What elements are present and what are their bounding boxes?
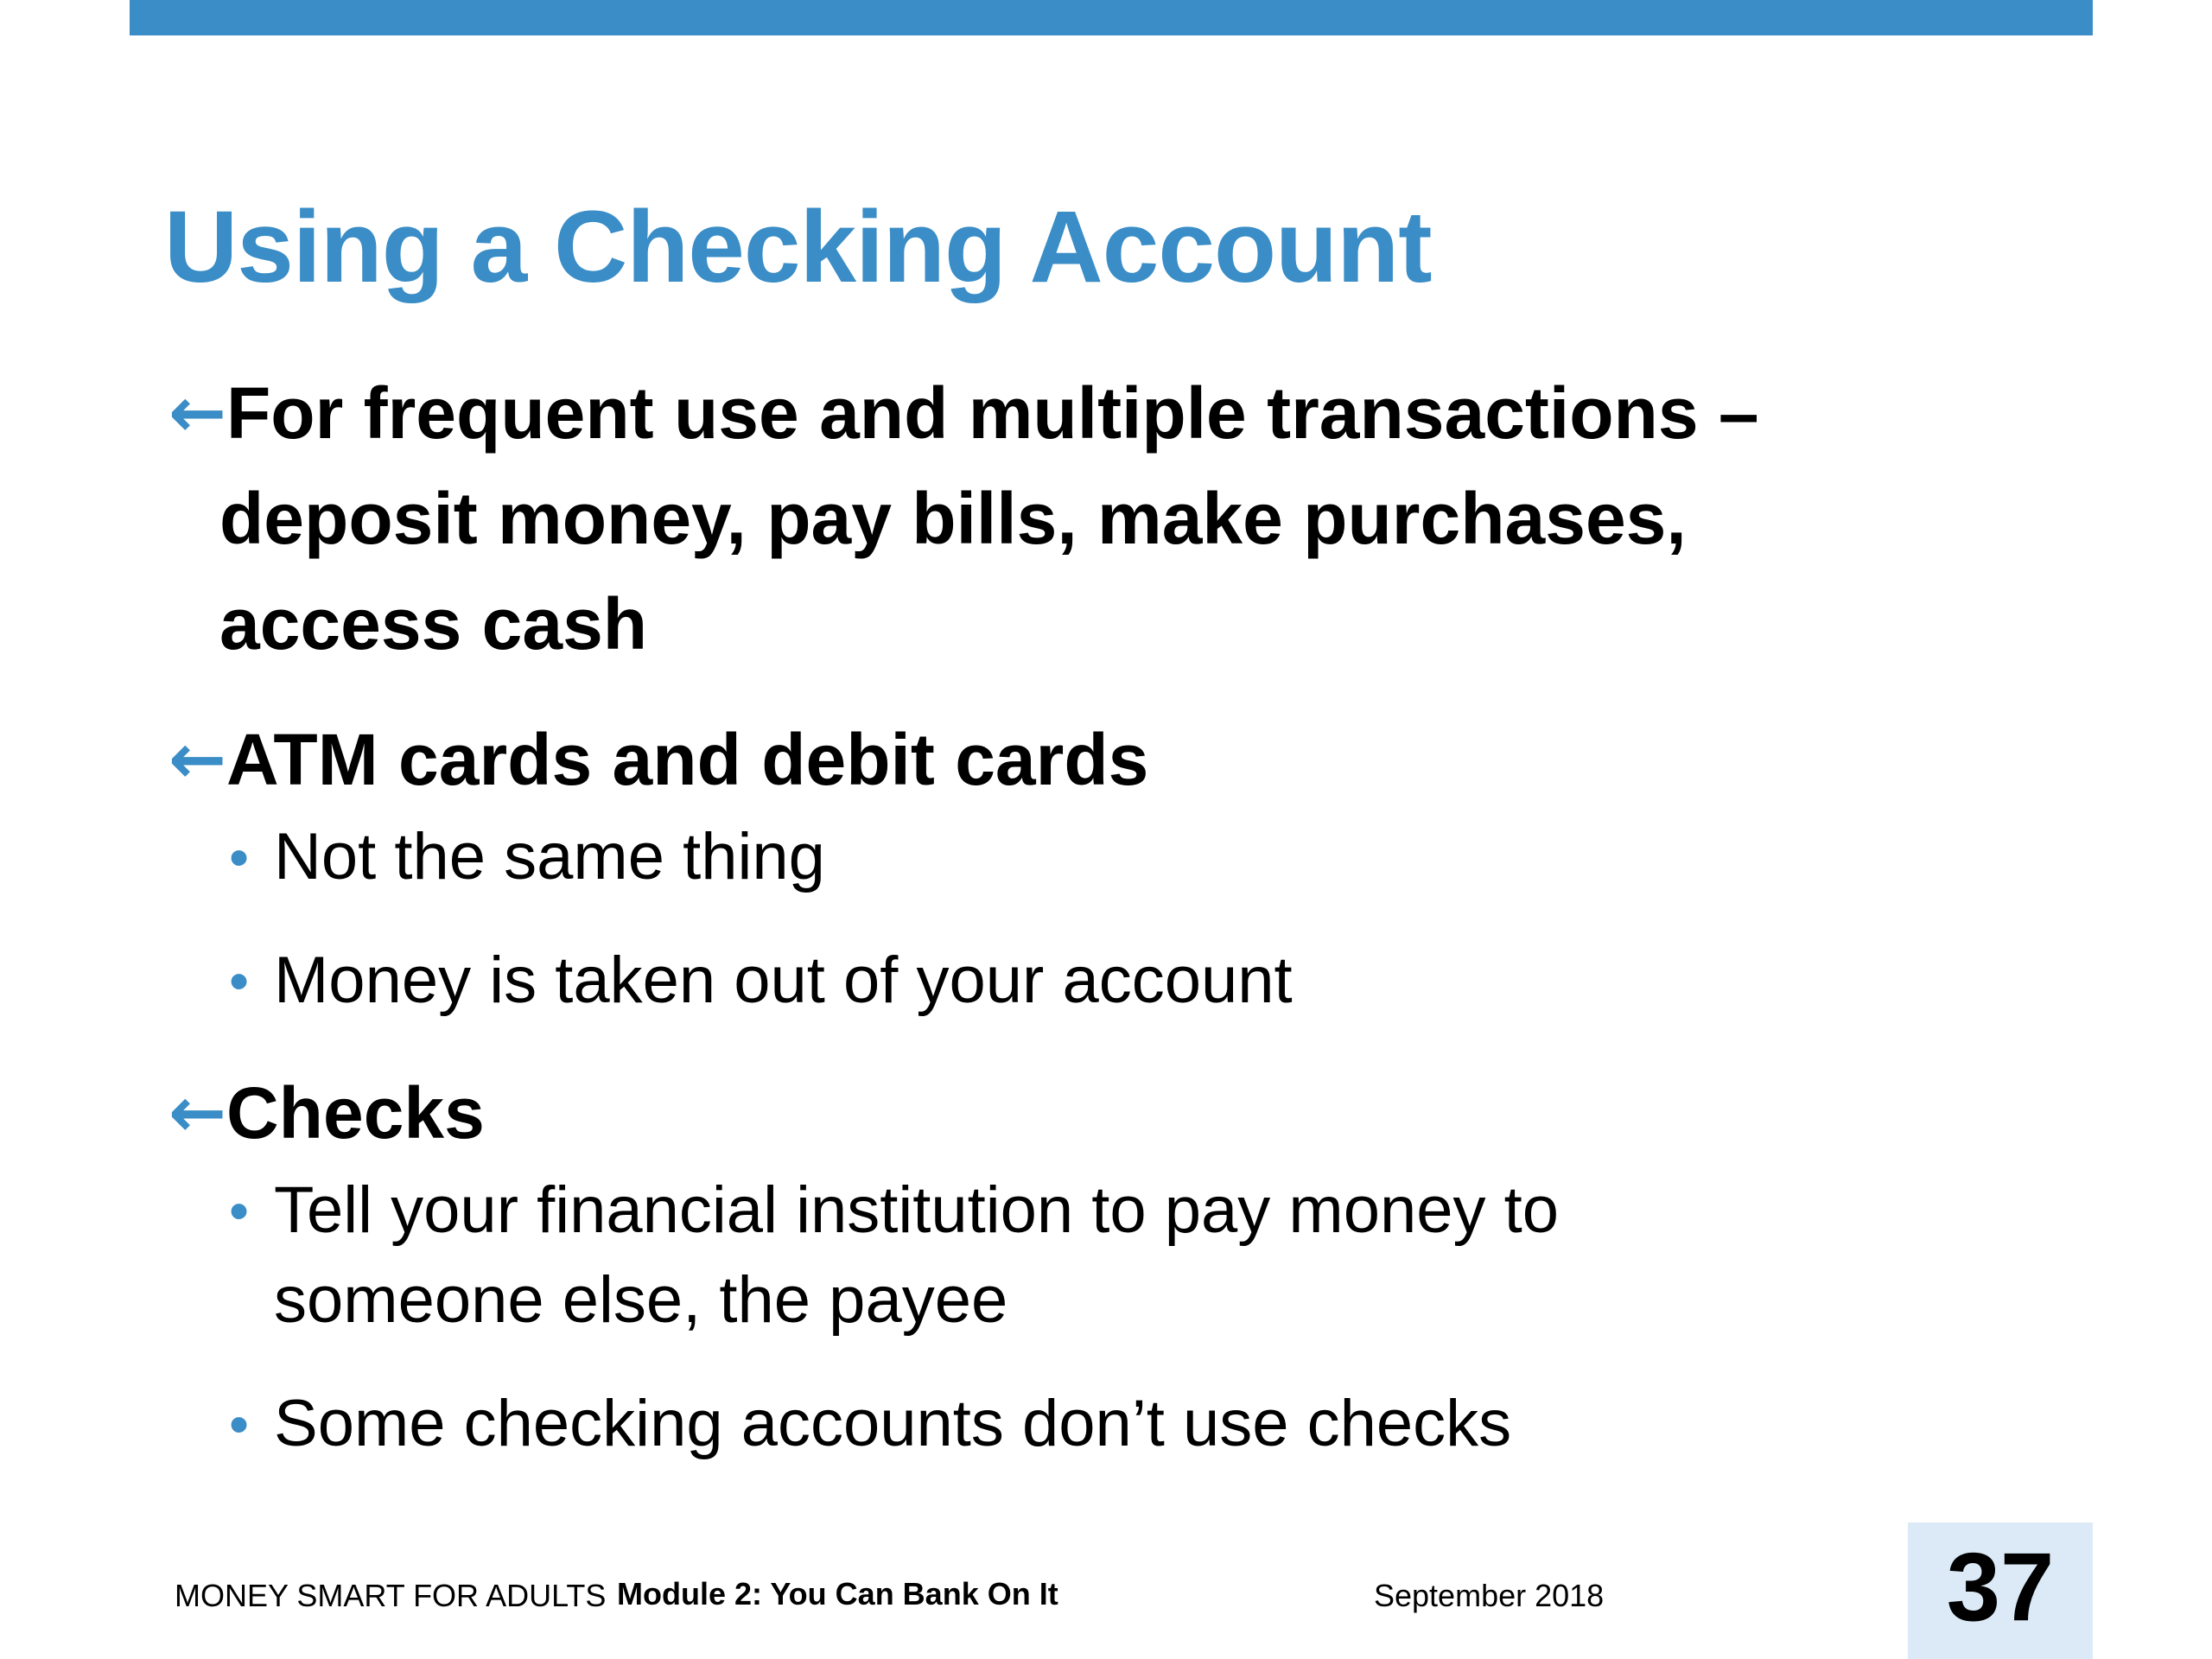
section-line: Checks bbox=[226, 1072, 485, 1154]
sub-bullet-line: Some checking accounts don’t use checks bbox=[274, 1387, 1512, 1460]
sub-bullet-item bbox=[229, 812, 1957, 902]
sub-bullet-line: Money is taken out of your account bbox=[274, 944, 1293, 1017]
section-text bbox=[168, 360, 1983, 677]
section-line: ATM cards and debit cards bbox=[226, 719, 1149, 800]
sub-bullet-text bbox=[229, 812, 1957, 902]
arrow-left-icon: ← bbox=[168, 719, 227, 799]
bullet-dot-icon: • bbox=[229, 1179, 250, 1243]
sub-bullet-item bbox=[229, 1379, 1957, 1469]
section-item-usage bbox=[168, 360, 1983, 677]
sub-bullet-line: Tell your financial institution to pay money to bbox=[274, 1173, 1560, 1247]
arrow-left-icon: ← bbox=[168, 372, 227, 453]
sub-bullet-line: someone else, the payee bbox=[274, 1263, 1008, 1337]
top-accent-bar bbox=[130, 0, 2093, 35]
bullet-dot-icon: • bbox=[229, 949, 250, 1013]
section-text bbox=[168, 1060, 1983, 1166]
bullet-dot-icon: • bbox=[229, 1392, 250, 1456]
sub-bullet-text bbox=[229, 1379, 1957, 1469]
arrow-left-icon: ← bbox=[168, 1072, 227, 1153]
sub-bullet-text bbox=[229, 1166, 1957, 1345]
sub-bullet-text bbox=[229, 936, 1957, 1026]
footer-program: MONEY SMART FOR ADULTS bbox=[175, 1578, 607, 1613]
section-item-checks bbox=[168, 1060, 1983, 1166]
footer-module: Module 2: You Can Bank On It bbox=[617, 1576, 1058, 1611]
page-number-box bbox=[1908, 1522, 2093, 1659]
section-text bbox=[168, 707, 1983, 812]
sub-bullet-line: Not the same thing bbox=[274, 820, 825, 893]
page-number: 37 bbox=[1946, 1533, 2055, 1641]
sub-bullet-item bbox=[229, 936, 1957, 1026]
slide-title: Using a Checking Account bbox=[164, 190, 1432, 304]
footer-date: September 2018 bbox=[1374, 1578, 1605, 1613]
sub-bullet-item bbox=[229, 1166, 1957, 1345]
section-line: access cash bbox=[219, 583, 648, 664]
section-line: deposit money, pay bills, make purchases, bbox=[219, 478, 1687, 559]
section-line: For frequent use and multiple transactions – bbox=[226, 372, 1759, 454]
bullet-dot-icon: • bbox=[229, 825, 250, 889]
section-item-cards bbox=[168, 707, 1983, 812]
